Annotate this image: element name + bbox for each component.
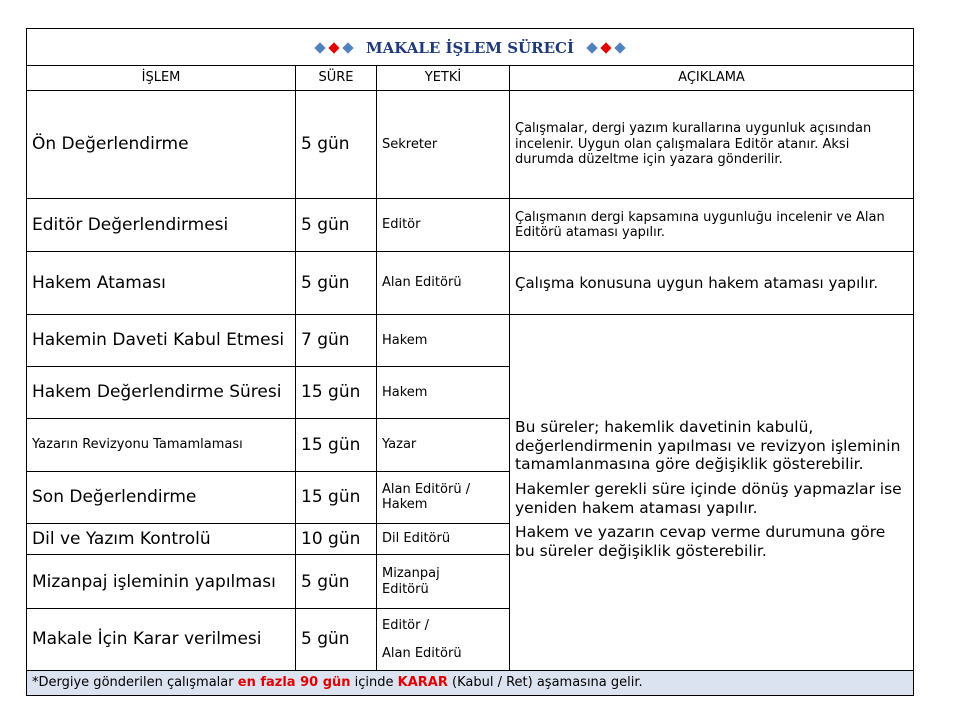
process-time: 15 gün	[296, 419, 377, 471]
process-time: 7 gün	[296, 314, 377, 366]
header-row	[27, 66, 914, 91]
footnote-text: (Kabul / Ret) aşamasına gelir.	[447, 675, 643, 691]
process-time: 10 gün	[296, 523, 377, 554]
header-islem: İŞLEM	[27, 66, 296, 91]
authority-line: Editör /	[382, 618, 429, 634]
process-time: 5 gün	[296, 199, 377, 252]
process-name: Makale İçin Karar verilmesi	[27, 609, 296, 670]
authority-line: Alan Editörü	[382, 645, 462, 661]
process-authority: Editör	[377, 199, 510, 252]
diamond-icon	[342, 42, 353, 53]
footnote-text: *Dergiye gönderilen çalışmalar	[32, 675, 238, 691]
diamond-icon	[314, 42, 325, 53]
footnote-text: içinde	[350, 675, 398, 691]
process-description: Çalışma konusuna uygun hakem ataması yapılır.	[510, 252, 914, 314]
authority-line: Editörü	[382, 581, 429, 597]
process-description: Çalışmanın dergi kapsamına uygunluğu incelenir ve Alan Editörü ataması yapılır.	[510, 199, 914, 252]
process-name: Yazarın Revizyonu Tamamlaması	[27, 419, 296, 471]
process-name: Son Değerlendirme	[27, 471, 296, 523]
process-name: Editör Değerlendirmesi	[27, 199, 296, 252]
process-name: Hakemin Daveti Kabul Etmesi	[27, 314, 296, 366]
footnote	[27, 670, 914, 695]
note-row	[27, 670, 914, 695]
diamond-icon	[586, 42, 597, 53]
table-row	[27, 91, 914, 199]
process-time: 5 gün	[296, 609, 377, 670]
table-row	[27, 199, 914, 252]
process-authority: Sekreter	[377, 91, 510, 199]
title-cell	[27, 29, 914, 66]
process-time: 5 gün	[296, 555, 377, 609]
process-authority: Alan Editörü	[377, 252, 510, 314]
process-time: 5 gün	[296, 252, 377, 314]
diamond-icon	[328, 42, 339, 53]
process-name: Dil ve Yazım Kontrolü	[27, 523, 296, 554]
diamond-icon	[614, 42, 625, 53]
process-authority: Hakem	[377, 366, 510, 418]
page-title: MAKALE İŞLEM SÜRECİ	[366, 38, 574, 57]
diamond-icon	[600, 42, 611, 53]
table-row	[27, 314, 914, 366]
process-time: 15 gün	[296, 471, 377, 523]
process-description: Çalışmalar, dergi yazım kurallarına uygunluk açısından incelenir. Uygun olan çalışmalara Editör atanır. Aksi durumda düzeltme için yazara gönderilir.	[510, 91, 914, 199]
title-row	[27, 29, 914, 66]
process-table	[26, 28, 914, 696]
process-authority	[377, 555, 510, 609]
process-authority	[377, 609, 510, 670]
authority-line: Alan Editörü /	[382, 481, 471, 497]
header-aciklama: AÇIKLAMA	[510, 66, 914, 91]
process-authority: Yazar	[377, 419, 510, 471]
footnote-highlight: en fazla 90 gün	[237, 675, 351, 691]
authority-line: Mizanpaj	[382, 566, 440, 582]
header-yetki: YETKİ	[377, 66, 510, 91]
process-authority: Dil Editörü	[377, 523, 510, 554]
process-name: Hakem Değerlendirme Süresi	[27, 366, 296, 418]
process-name: Hakem Ataması	[27, 252, 296, 314]
merged-description	[510, 314, 914, 670]
description-paragraph: Hakemler gerekli süre içinde dönüş yapmazlar ise yeniden hakem ataması yapılır.	[515, 479, 902, 517]
description-paragraph: Hakem ve yazarın cevap verme durumuna göre bu süreler değişiklik gösterebilir.	[515, 523, 886, 560]
process-time: 15 gün	[296, 366, 377, 418]
footnote-highlight: KARAR	[397, 675, 448, 691]
process-authority	[377, 471, 510, 523]
authority-line: Hakem	[382, 497, 428, 513]
process-authority: Hakem	[377, 314, 510, 366]
description-paragraph: Bu süreler; hakemlik davetinin kabulü, değerlendirmenin yapılması ve revizyon işleminin tamamlanmasına göre değişiklik gösterebilir.	[515, 418, 901, 474]
process-time: 5 gün	[296, 91, 377, 199]
header-sure: SÜRE	[296, 66, 377, 91]
process-name: Mizanpaj işleminin yapılması	[27, 555, 296, 609]
table-row	[27, 252, 914, 314]
process-name: Ön Değerlendirme	[27, 91, 296, 199]
